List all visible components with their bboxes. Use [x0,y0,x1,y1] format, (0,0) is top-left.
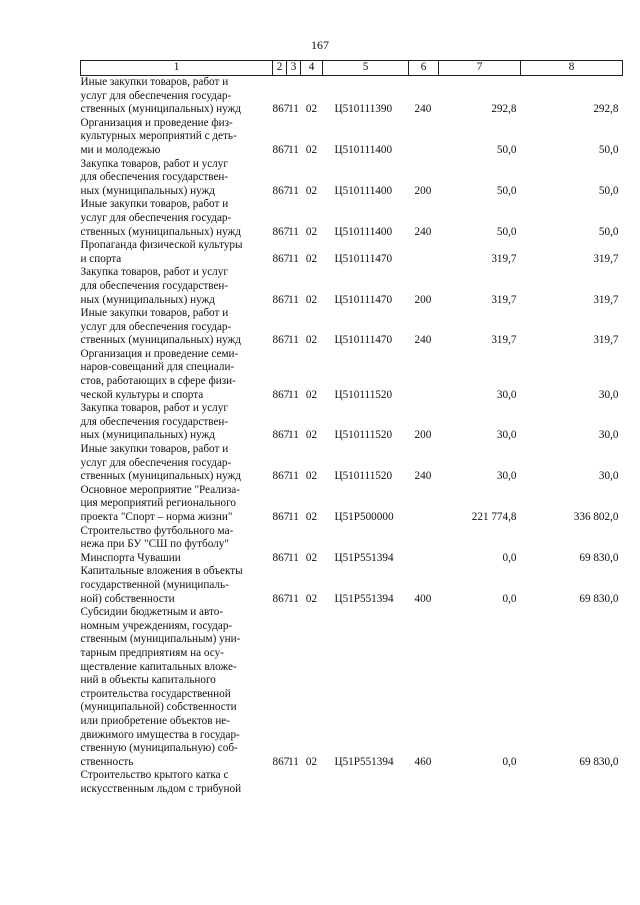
column-header: 1 [81,61,273,76]
row-description [81,565,273,606]
description-line: нежа при БУ "СШ по футболу" [80,538,229,551]
amount-year-1: 0,0 [502,551,517,564]
expense-type [409,239,439,266]
description-line: строительства государственной [80,687,231,700]
amount-year-2: 319,7 [593,334,619,347]
section-code: 11 [288,334,299,347]
description-line: Строительство крытого катка с [80,769,229,782]
description-line: движимого имущества в государ- [80,728,240,741]
amount-year-1: 319,7 [491,334,517,347]
target-article: Ц510111470 [334,252,393,265]
subsection-code [301,769,323,796]
subsection-code: 02 [305,429,318,442]
ministry-code: 867 [272,592,290,605]
description-line: Организация и проведение семи- [80,347,239,360]
expense-type: 240 [414,334,432,347]
ministry-code [273,769,287,796]
description-line: Закупка товаров, работ и услуг [80,157,228,170]
description-line: стов, работающих в сфере физи- [80,375,236,388]
subsection-code: 02 [305,388,318,401]
amount-year-1: 30,0 [496,470,517,483]
subsection-code: 02 [305,755,318,768]
table-row [81,402,623,443]
description-line: номным учреждениям, государ- [80,619,233,632]
description-line: ществление капитальных вложе- [80,660,237,673]
amount-year-2: 69 830,0 [579,551,619,564]
description-line: Иные закупки товаров, работ и [80,198,229,211]
row-description [81,402,273,443]
target-article: Ц510111390 [334,103,393,116]
description-line: Закупка товаров, работ и услуг [80,266,228,279]
amount-year-2: 30,0 [598,388,619,401]
expense-type: 240 [414,470,432,483]
description-line: Иные закупки товаров, работ и [80,76,229,88]
target-article: Ц510111520 [334,429,393,442]
row-description [81,484,273,525]
expense-type: 240 [414,225,432,238]
column-header: 2 [273,61,287,76]
expense-type: 200 [414,293,432,306]
description-line: ных (муниципальных) нужд [80,293,215,306]
ministry-code: 867 [272,184,290,197]
description-line: тарным предприятиям на осу- [80,646,224,659]
expense-type [409,117,439,158]
amount-year-2: 319,7 [593,252,619,265]
amount-year-2: 50,0 [598,225,619,238]
row-description [81,525,273,566]
description-line: услуг для обеспечения государ- [80,456,232,469]
description-line: Основное мероприятие "Реализа- [80,483,240,496]
table-row [81,198,623,239]
section-code: 11 [288,592,299,605]
subsection-code: 02 [305,184,318,197]
description-line: государственной (муниципаль- [80,578,229,591]
expense-type: 240 [414,103,432,116]
description-line: и спорта [80,252,122,265]
amount-year-2: 30,0 [598,470,619,483]
ministry-code: 867 [272,429,290,442]
description-line: ственных (муниципальных) нужд [80,225,241,238]
description-line: Иные закупки товаров, работ и [80,307,229,320]
description-line: ми и молодежью [80,143,161,156]
description-line: Организация и проведение физ- [80,116,233,129]
target-article: Ц51P551394 [334,592,394,605]
amount-year-2: 69 830,0 [579,755,619,768]
description-line: услуг для обеспечения государ- [80,89,232,102]
description-line: ных (муниципальных) нужд [80,184,215,197]
amount-year-2: 292,8 [593,103,619,116]
table-row [81,239,623,266]
description-line: ческой культуры и спорта [80,388,204,401]
amount-year-2: 30,0 [598,429,619,442]
row-description [81,198,273,239]
amount-year-2 [521,769,623,796]
row-description [81,443,273,484]
row-description [81,348,273,402]
ministry-code: 867 [272,334,290,347]
description-line: проекта "Спорт – норма жизни" [80,511,233,523]
amount-year-2: 50,0 [598,184,619,197]
row-description [81,606,273,769]
target-article: Ц510111470 [334,334,393,347]
amount-year-1: 50,0 [496,143,517,156]
row-description [81,117,273,158]
row-description [81,239,273,266]
table-row [81,307,623,348]
row-description [81,76,273,117]
ministry-code: 867 [272,388,290,401]
amount-year-1: 319,7 [491,252,517,265]
target-article: Ц510111520 [334,388,393,401]
description-line: культурных мероприятий с деть- [80,130,237,143]
description-line: для обеспечения государствен- [80,279,229,292]
subsection-code: 02 [305,470,318,483]
column-header: 4 [301,61,323,76]
section-code: 11 [288,511,299,523]
expense-type: 460 [414,755,432,768]
expense-type [409,525,439,566]
amount-year-1: 50,0 [496,184,517,197]
ministry-code: 867 [272,252,290,265]
amount-year-1: 0,0 [502,592,517,605]
amount-year-1: 30,0 [496,388,517,401]
table-row [81,525,623,566]
description-line: ция мероприятий регионального [80,497,236,510]
target-article: Ц51P500000 [334,511,394,523]
table-row [81,565,623,606]
description-line: для обеспечения государствен- [80,415,229,428]
table-row [81,76,623,117]
subsection-code: 02 [305,551,318,564]
description-line: Минспорта Чувашии [80,551,181,564]
section-code: 11 [288,252,299,265]
description-line: для обеспечения государствен- [80,171,229,184]
description-line: Строительство футбольного ма- [80,524,234,537]
description-line: наров-совещаний для специали- [80,361,235,374]
table-row [81,117,623,158]
description-line: искусственным льдом с трибуной [80,782,242,795]
description-line: ной) собственности [80,592,175,605]
amount-year-1: 221 774,8 [471,511,517,523]
subsection-code: 02 [305,103,318,116]
description-line: ственных (муниципальных) нужд [80,470,241,483]
description-line: ственных (муниципальных) нужд [80,103,241,116]
subsection-code: 02 [305,592,318,605]
subsection-code: 02 [305,511,318,523]
amount-year-2: 319,7 [593,293,619,306]
section-code [287,769,301,796]
table-row [81,348,623,402]
target-article: Ц510111400 [334,143,393,156]
amount-year-1: 50,0 [496,225,517,238]
amount-year-2: 50,0 [598,143,619,156]
section-code: 11 [288,470,299,483]
page-number: 167 [311,38,329,52]
section-code: 11 [288,103,299,116]
ministry-code: 867 [272,470,290,483]
expense-type [409,484,439,525]
description-line: ственность [80,755,134,768]
ministry-code: 867 [272,293,290,306]
expense-type [409,348,439,402]
target-article: Ц510111400 [334,225,393,238]
expense-type: 200 [414,429,432,442]
section-code: 11 [288,184,299,197]
subsection-code: 02 [305,252,318,265]
column-header: 8 [521,61,623,76]
column-header: 6 [409,61,439,76]
section-code: 11 [288,293,299,306]
amount-year-2: 336 802,0 [573,511,619,523]
section-code: 11 [288,429,299,442]
ministry-code: 867 [272,511,290,523]
column-header: 3 [287,61,301,76]
amount-year-1: 319,7 [491,293,517,306]
target-article: Ц51P551394 [334,755,394,768]
ministry-code: 867 [272,225,290,238]
description-line: Субсидии бюджетным и авто- [80,606,224,619]
amount-year-1: 292,8 [491,103,517,116]
subsection-code: 02 [305,143,318,156]
amount-year-2: 69 830,0 [579,592,619,605]
description-line: ственных (муниципальных) нужд [80,334,241,347]
description-line: ственным (муниципальным) уни- [80,633,241,646]
amount-year-1: 30,0 [496,429,517,442]
description-line: (муниципальной) собственности [80,701,237,714]
description-line: Капитальные вложения в объекты [80,565,243,578]
table-row [81,606,623,769]
column-header: 5 [323,61,409,76]
amount-year-1 [439,769,521,796]
row-description [81,158,273,199]
amount-year-1: 0,0 [502,755,517,768]
table-row [81,484,623,525]
row-description [81,266,273,307]
table-row [81,266,623,307]
target-article: Ц510111520 [334,470,393,483]
ministry-code: 867 [272,755,290,768]
table-row [81,769,623,796]
subsection-code: 02 [305,225,318,238]
target-article: Ц510111400 [334,184,393,197]
section-code: 11 [288,225,299,238]
section-code: 11 [288,388,299,401]
row-description [81,769,273,796]
column-header: 7 [439,61,521,76]
subsection-code: 02 [305,293,318,306]
ministry-code: 867 [272,103,290,116]
header-row [81,61,623,76]
table-body [81,76,623,797]
expense-type: 200 [414,184,432,197]
description-line: ний в объекты капитального [80,674,216,687]
section-code: 11 [288,143,299,156]
table-row [81,443,623,484]
target-article [323,769,409,796]
description-line: Закупка товаров, работ и услуг [80,402,228,415]
budget-table [80,60,623,796]
description-line: ных (муниципальных) нужд [80,429,215,442]
ministry-code: 867 [272,143,290,156]
description-line: услуг для обеспечения государ- [80,320,232,333]
description-line: ственную (муниципальную) соб- [80,742,238,755]
expense-type: 400 [414,592,432,605]
section-code: 11 [288,755,299,768]
subsection-code: 02 [305,334,318,347]
row-description [81,307,273,348]
section-code: 11 [288,551,299,564]
target-article: Ц51P551394 [334,551,394,564]
description-line: или приобретение объектов не- [80,714,230,727]
expense-type [409,769,439,796]
table-row [81,158,623,199]
description-line: Иные закупки товаров, работ и [80,443,229,456]
ministry-code: 867 [272,551,290,564]
description-line: услуг для обеспечения государ- [80,211,232,224]
target-article: Ц510111470 [334,293,393,306]
description-line: Пропаганда физической культуры [80,239,243,252]
